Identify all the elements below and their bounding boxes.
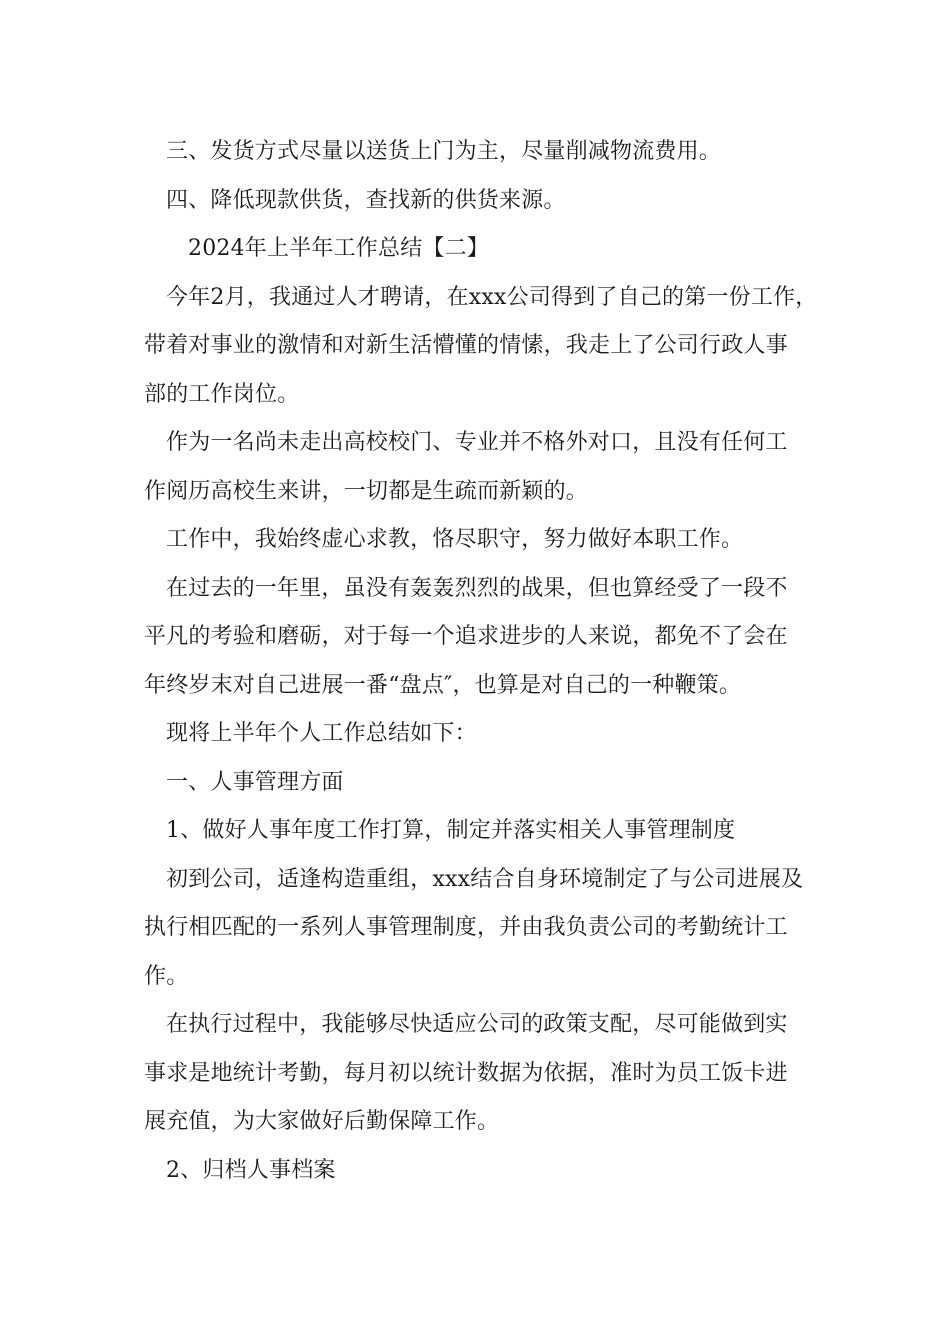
subheading: 一、人事管理方面 xyxy=(166,769,344,795)
paragraph-line: 今年2月，我通过人才聘请，在xxx公司得到了自己的第一份工作， xyxy=(166,284,818,310)
paragraph-line: 在执行过程中，我能够尽快适应公司的政策支配，尽可能做到实 xyxy=(166,1012,788,1037)
paragraph-line: 年终岁末对自己进展一番“盘点″，也算是对自己的一种鞭策。 xyxy=(144,672,742,698)
subheading: 1、做好人事年度工作打算，制定并落实相关人事管理制度 xyxy=(166,818,736,843)
paragraph-line: 初到公司，适逢构造重组，xxx结合自身环境制定了与公司进展及 xyxy=(166,866,804,892)
paragraph-line: 三、发货方式尽量以送货上门为主，尽量削减物流费用。 xyxy=(166,139,722,164)
paragraph-line: 展充值，为大家做好后勤保障工作。 xyxy=(144,1109,500,1134)
document-body xyxy=(144,128,824,1195)
paragraph-line: 在过去的一年里，虽没有轰轰烈烈的战果，但也算经受了一段不 xyxy=(166,575,788,601)
paragraph-line: 作为一名尚未走出高校校门、专业并不格外对口，且没有任何工 xyxy=(166,430,788,455)
paragraph-line: 执行相匹配的一系列人事管理制度，并由我负责公司的考勤统计工 xyxy=(144,915,788,940)
paragraph-line: 事求是地统计考勤，每月初以统计数据为依据，准时为员工饭卡进 xyxy=(144,1060,788,1086)
paragraph-line: 工作中，我始终虚心求教，恪尽职守，努力做好本职工作。 xyxy=(166,527,744,552)
paragraph-line: 四、降低现款供货，查找新的供货来源。 xyxy=(166,187,566,213)
paragraph-line: 平凡的考验和磨砺，对于每一个追求进步的人来说，都免不了会在 xyxy=(144,624,788,649)
subheading: 2、归档人事档案 xyxy=(166,1157,336,1183)
paragraph-line: 带着对事业的激情和对新生活懵懂的情愫，我走上了公司行政人事 xyxy=(144,333,788,358)
paragraph-line: 部的工作岗位。 xyxy=(144,381,300,407)
paragraph-line: 作。 xyxy=(144,963,189,989)
paragraph-line: 作阅历高校生来讲，一切都是生疏而新颖的。 xyxy=(144,478,589,504)
paragraph-line: 现将上半年个人工作总结如下： xyxy=(166,721,477,746)
section-heading: 2024年上半年工作总结【二】 xyxy=(188,236,489,261)
